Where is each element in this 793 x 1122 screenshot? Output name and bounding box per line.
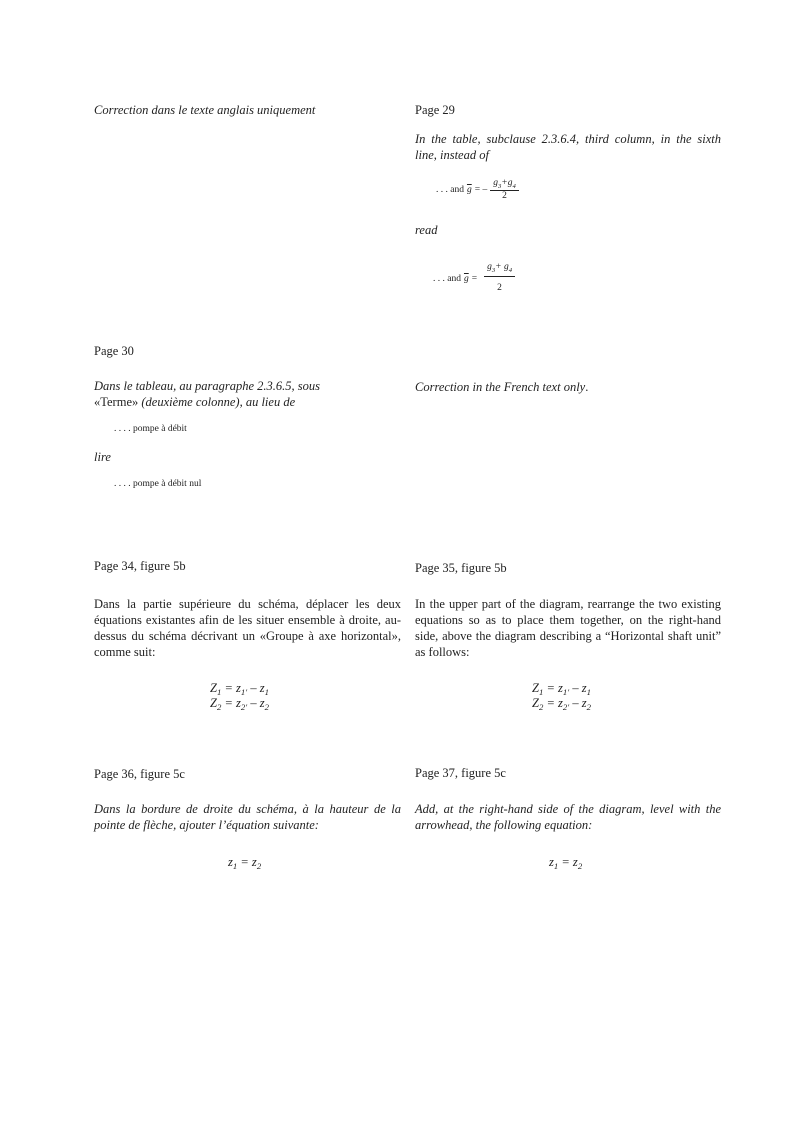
page-34-heading: Page 34, figure 5b bbox=[94, 559, 186, 573]
fraction-numerator: $g_3+g_4$ bbox=[490, 178, 519, 191]
eq-prefix: . . . and bbox=[436, 184, 464, 195]
equation-Z2-left: $Z_2 = z_{2'} - z_2$ bbox=[210, 696, 269, 712]
page-30-read-word: lire bbox=[94, 450, 111, 464]
page-29-new-equation bbox=[433, 262, 515, 293]
page-35-heading: Page 35, figure 5b bbox=[415, 561, 507, 575]
page-36-heading: Page 36, figure 5c bbox=[94, 767, 185, 781]
page-30-new-text: . . . . pompe à débit nul bbox=[114, 479, 202, 489]
page-36-text: Dans la bordure de droite du schéma, à la hauteur de la pointe de flèche, ajouter l’équation suivante: bbox=[94, 802, 401, 832]
french-only-text: Correction in the French text only bbox=[415, 380, 586, 394]
equation-Z1-right: $Z_1 = z_{1'} - z_1$ bbox=[532, 681, 591, 697]
fraction-numerator: $g_3+ g_4$ bbox=[484, 262, 515, 277]
page-30-old-text: . . . . pompe à débit bbox=[114, 424, 187, 434]
page-34-text: Dans la partie supérieure du schéma, déplacer les deux équations existantes afin de les situer ensemble à droite, au-dessus du schéma décrivant un «Groupe à axe horizontal», comme suit: bbox=[94, 597, 401, 659]
fraction bbox=[484, 262, 515, 293]
page-37-text: Add, at the right-hand side of the diagram, level with the arrowhead, the following equation: bbox=[415, 802, 721, 832]
eq-prefix: . . . and bbox=[433, 274, 461, 284]
correction-english-only-note: Correction dans le texte anglais uniquement bbox=[94, 103, 316, 117]
page-35-text: In the upper part of the diagram, rearrange the two existing equations so as to place them together, on the right-hand side, above the diagram describing a “Horizontal shaft unit” as follows: bbox=[415, 597, 721, 659]
eq-operator: = – bbox=[474, 184, 488, 195]
g-bar: $\overline{g}$ bbox=[463, 274, 469, 284]
french-only-dot: . bbox=[585, 380, 589, 394]
page-29-heading: Page 29 bbox=[415, 103, 455, 117]
page-29-instruction: In the table, subclause 2.3.6.4, third column, in the sixth line, instead of bbox=[415, 132, 721, 162]
terme-label: «Terme» bbox=[94, 395, 139, 409]
fraction-denominator: 2 bbox=[497, 283, 502, 293]
page-29-old-equation bbox=[436, 178, 519, 201]
fraction bbox=[490, 178, 519, 201]
g-bar: $\overline{g}$ bbox=[466, 184, 472, 195]
eq-operator: = bbox=[471, 274, 478, 284]
page-29-read-word: read bbox=[415, 223, 438, 237]
equation-Z2-right: $Z_2 = z_{2'} - z_2$ bbox=[532, 696, 591, 712]
page-37-heading: Page 37, figure 5c bbox=[415, 766, 506, 780]
page-30-instruction-part3: (deuxième colonne), au lieu de bbox=[138, 395, 296, 409]
equation-z1-z2-left: $z_1 = z_2$ bbox=[228, 855, 262, 871]
page-30-instruction-part1: Dans le tableau, au paragraphe 2.3.6.5, sous bbox=[94, 379, 321, 393]
equation-z1-z2-right: $z_1 = z_2$ bbox=[549, 855, 583, 871]
french-only-note bbox=[415, 379, 588, 395]
fraction-denominator: 2 bbox=[502, 191, 507, 201]
equation-Z1-left: $Z_1 = z_{1'} - z_1$ bbox=[210, 681, 269, 697]
page-30-heading: Page 30 bbox=[94, 344, 134, 358]
page-30-instruction bbox=[94, 378, 404, 410]
